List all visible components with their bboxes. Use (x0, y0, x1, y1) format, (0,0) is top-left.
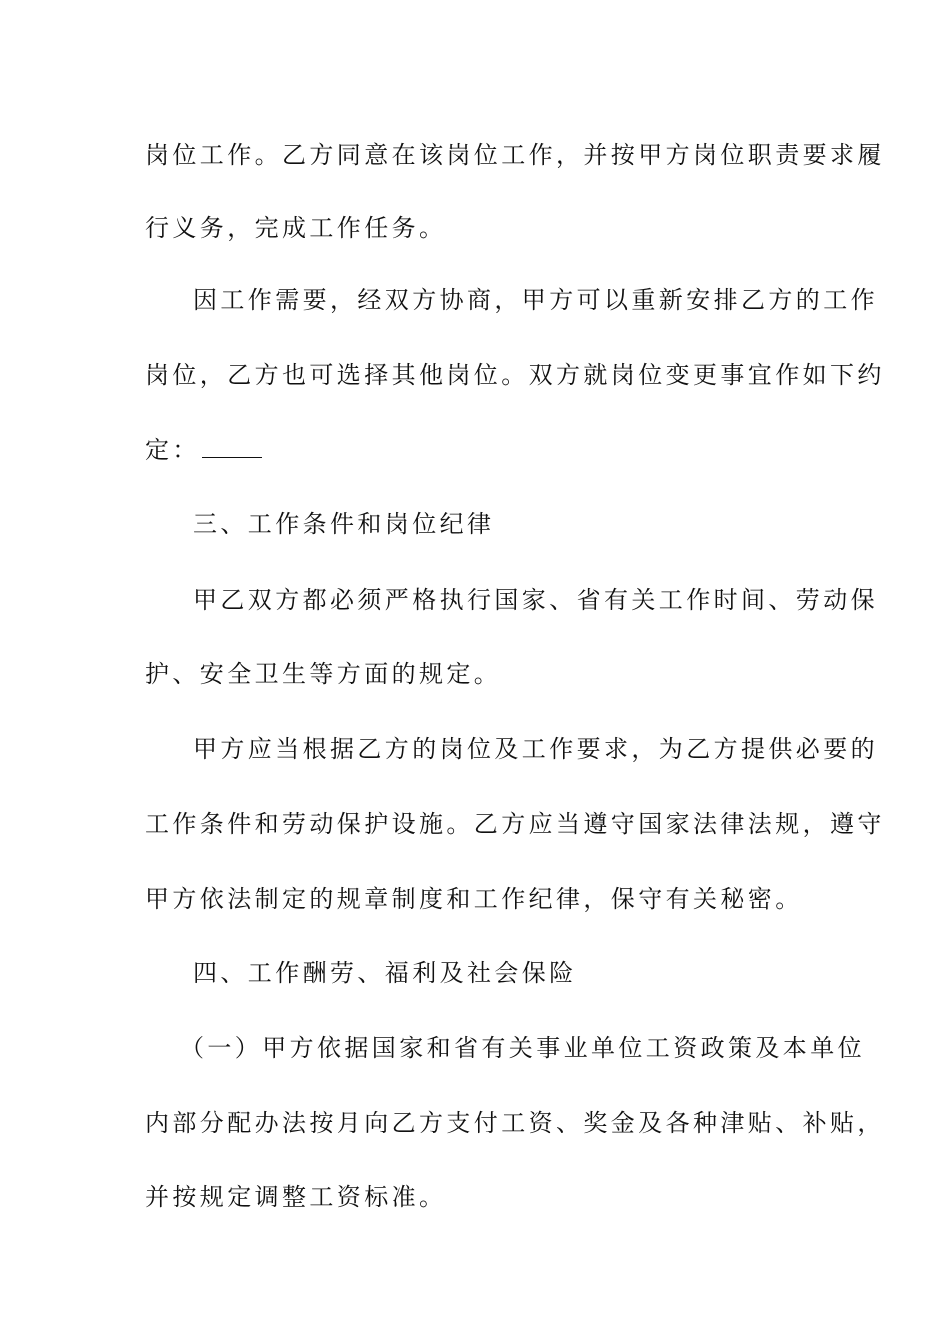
text-line: 岗位，乙方也可选择其他岗位。双方就岗位变更事宜作如下约 (145, 361, 885, 389)
text-line (145, 435, 795, 465)
section-heading: 三、工作条件和岗位纪律 (193, 510, 495, 538)
text-line: 内部分配办法按月向乙方支付工资、奖金及各种津贴、补贴， (145, 1109, 885, 1137)
paragraph-line: 甲乙双方都必须严格执行国家、省有关工作时间、劳动保 (193, 586, 878, 614)
text-line: 行义务，完成工作任务。 (145, 214, 447, 242)
text-line: 护、安全卫生等方面的规定。 (145, 660, 502, 688)
text-line: 岗位工作。乙方同意在该岗位工作，并按甲方岗位职责要求履 (145, 141, 885, 169)
text-line: 并按规定调整工资标准。 (145, 1183, 447, 1211)
section-heading: 四、工作酬劳、福利及社会保险 (193, 959, 577, 987)
paragraph-line: 甲方应当根据乙方的岗位及工作要求，为乙方提供必要的 (193, 735, 878, 763)
text-line: 工作条件和劳动保护设施。乙方应当遵守国家法律法规，遵守 (145, 810, 885, 838)
paragraph-line: 因工作需要，经双方协商，甲方可以重新安排乙方的工作 (193, 286, 878, 314)
text-line: 甲方依法制定的规章制度和工作纪律，保守有关秘密。 (145, 885, 803, 913)
fill-in-blank (202, 439, 262, 458)
text-segment: 定： (145, 436, 200, 464)
paragraph-line: （一）甲方依据国家和省有关事业单位工资政策及本单位 (180, 1034, 865, 1062)
